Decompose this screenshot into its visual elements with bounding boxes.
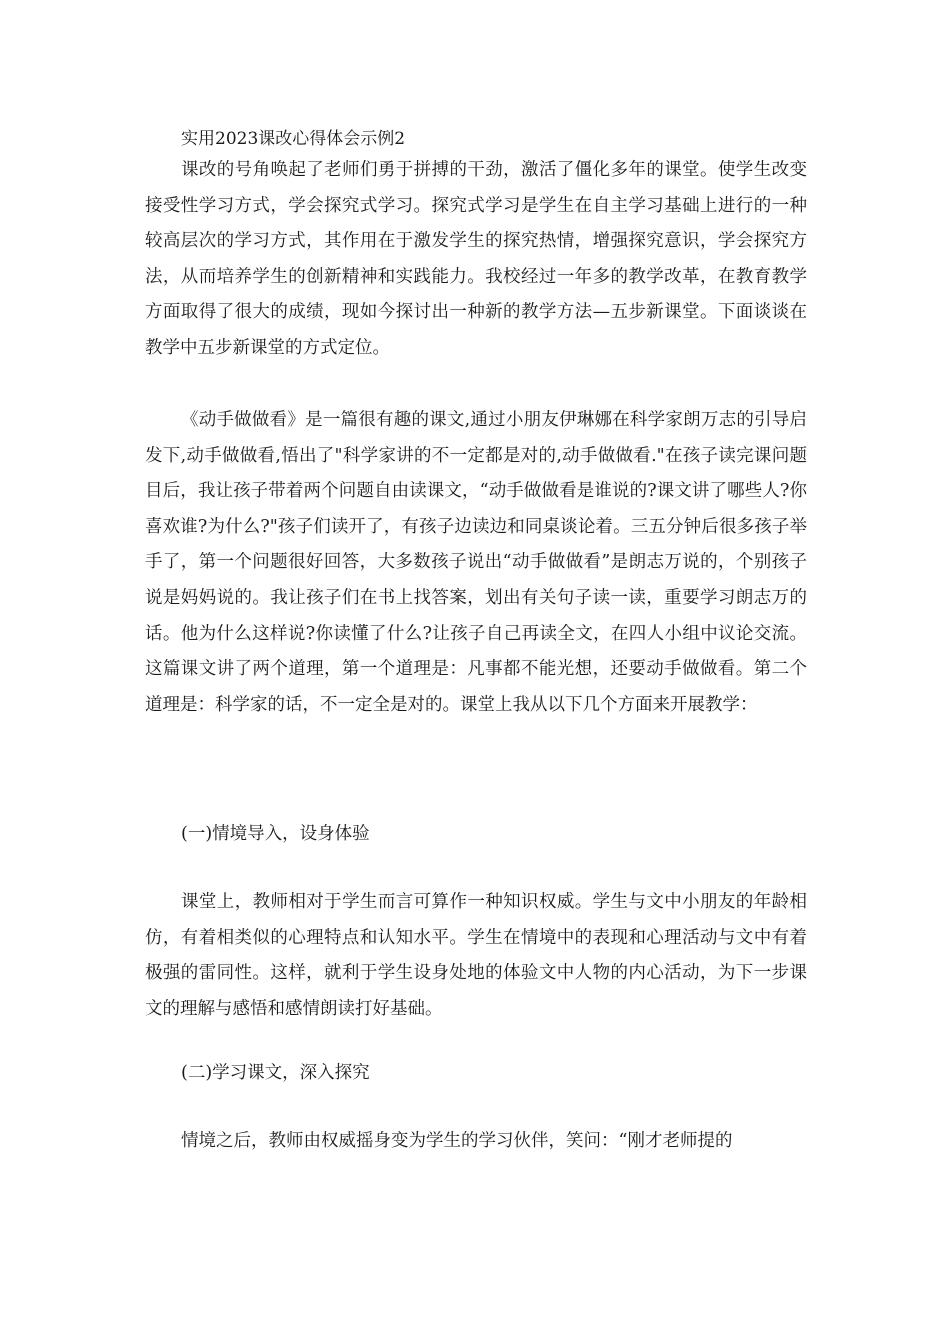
document-body <box>145 125 807 1160</box>
section-heading-1: (一)情境导入，设身体验 <box>181 824 370 844</box>
paragraph-spacer <box>145 795 807 819</box>
paragraph-spacer <box>145 1028 807 1058</box>
paragraph-spacer <box>145 849 807 885</box>
paragraph-spacer <box>145 367 807 403</box>
paragraph-situation: 课堂上，教师相对于学生而言可算作一种知识权威。学生与文中小朋友的年龄相仿，有着相类似的心理特点和认知水平。学生在情境中的表现和心理活动与文中有着极强的雷同性。这样，就利于学生设身处地的体验文中人物的内心活动，为下一步课文的理解与感悟和感情朗读打好基础。 <box>145 892 807 1019</box>
paragraph-continued: 情境之后，教师由权威摇身变为学生的学习伙伴，笑问：“刚才老师提的 <box>181 1131 733 1151</box>
paragraph-lesson-description: 《动手做做看》是一篇很有趣的课文,通过小朋友伊琳娜在科学家朗万志的引导启发下,动手做做看,悟出了"科学家讲的不一定都是对的,动手做做看."在孩子读完课问题目后，我让孩子带着两个问题自由读课文，“动手做做看是谁说的?课文讲了哪些人?你喜欢谁?为什么?"孩子们读开了，有孩子边读边和同桌谈论着。三五分钟后很多孩子举手了，第一个问题很好回答，大多数孩子说出“动手做做看”是朗志万说的，个别孩子说是妈妈说的。我让孩子们在书上找答案，划出有关句子读一读，重要学习朗志万的话。他为什么这样说?你读懂了什么?让孩子自己再读全文，在四人小组中议论交流。这篇课文讲了两个道理，第一个道理是：凡事都不能光想，还要动手做做看。第二个道理是：科学家的话，不一定全是对的。课堂上我从以下几个方面来开展教学： <box>145 410 807 715</box>
paragraph-intro: 课改的号角唤起了老师们勇于拼搏的干劲，激活了僵化多年的课堂。使学生改变接受性学习方式，学会探究式学习。探究式学习是学生在自主学习基础上进行的一种较高层次的学习方式，其作用在于激发学生的探究热情，增强探究意识，学会探究方法，从而培养学生的创新精神和实践能力。我校经过一年多的教学改革，在教育教学方面取得了很大的成绩，现如今探讨出一种新的教学方法—五步新课堂。下面谈谈在教学中五步新课堂的方式定位。 <box>145 160 807 358</box>
paragraph-spacer <box>145 1088 807 1124</box>
section-heading-2: (二)学习课文，深入探究 <box>181 1063 370 1083</box>
document-title: 实用2023课改心得体会示例2 <box>181 129 406 149</box>
